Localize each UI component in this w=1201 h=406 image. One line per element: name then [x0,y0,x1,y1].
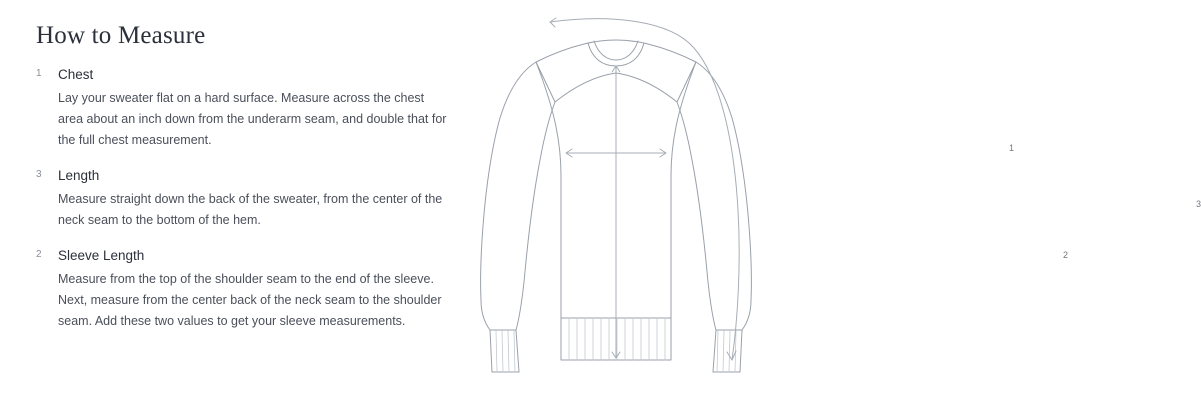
measurement-description: Lay your sweater flat on a hard surface. Measure across the chest area about an inch down from the underarm seam, and double that for the full chest measurement. [58,91,447,147]
measurement-description: Measure from the top of the shoulder seam to the end of the sleeve. Next, measure from the center back of the neck seam to the shoulder seam. Add these two values to get your sleeve measurements. [58,272,442,328]
measurement-name: Chest [58,67,94,82]
measurement-description: Measure straight down the back of the sweater, from the center of the neck seam to the bottom of the hem. [58,192,443,227]
measurement-item-chest [36,66,470,151]
measurement-item-sleeve-length [36,247,470,332]
measurement-name: Sleeve Length [58,248,145,263]
measurement-name: Length [58,168,100,183]
measurement-number: 3 [36,169,42,180]
measurement-number: 2 [36,249,42,260]
callout-label-2: 2 [1063,250,1069,260]
measurement-number: 1 [36,68,42,79]
instructions-column [0,0,470,406]
callout-label-3: 3 [1196,199,1201,209]
page-title: How to Measure [36,22,206,49]
diagram-column [470,0,1201,406]
callout-label-1: 1 [1009,143,1015,153]
sweater-diagram-icon [470,0,762,406]
measurement-item-length [36,167,470,231]
